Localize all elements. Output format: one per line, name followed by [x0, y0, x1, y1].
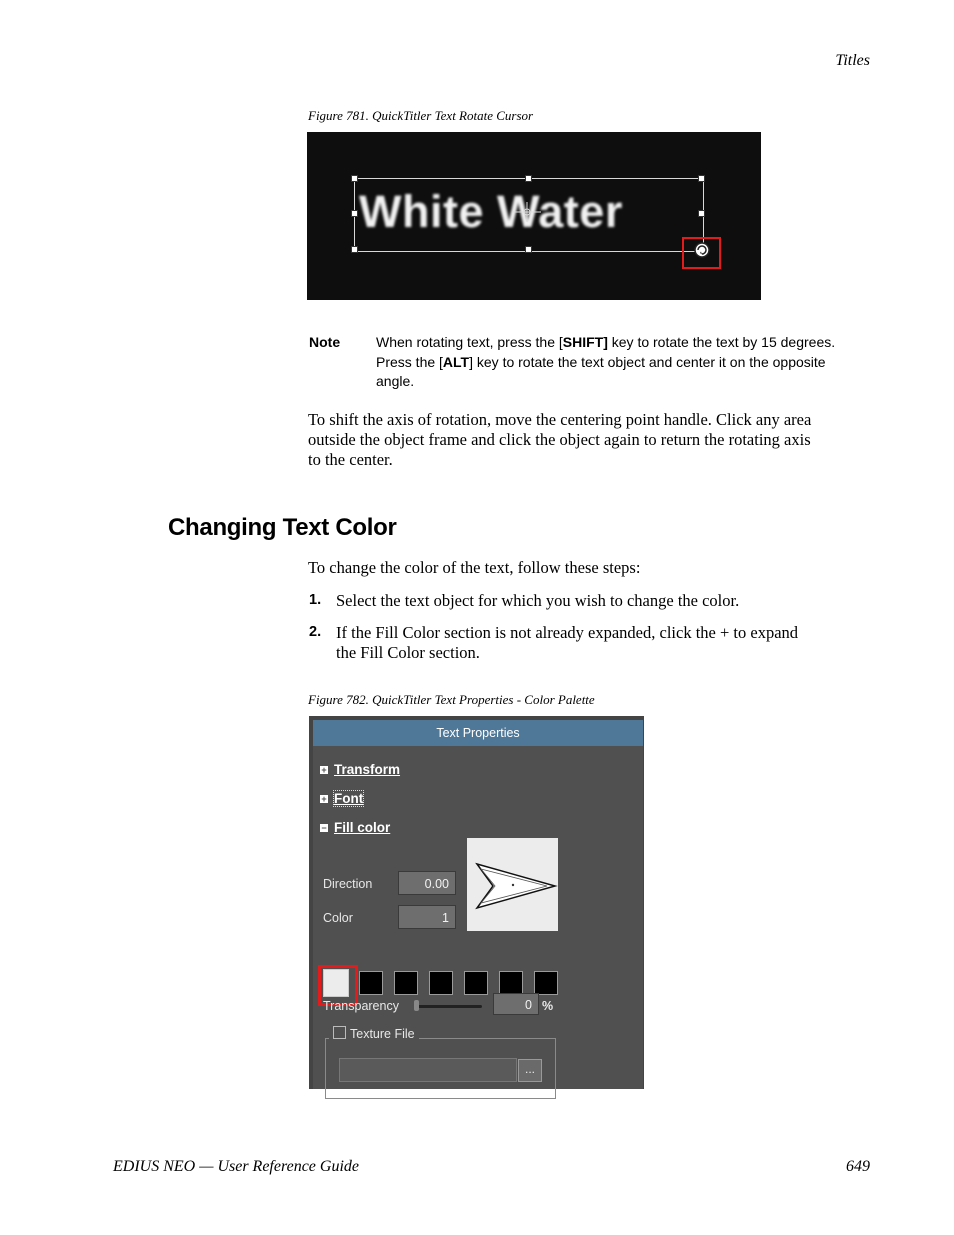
figure-781-image — [307, 132, 761, 300]
direction-arrow-icon — [467, 838, 558, 931]
texture-checkbox-row[interactable]: Texture File — [329, 1026, 419, 1041]
frame-handle — [351, 246, 358, 253]
note-text: When rotating text, press the [SHIFT] key to rotate the text by 15 degrees. Press the [ALT] key to rotate the text object and center it on the opposite angle. — [376, 334, 836, 389]
texture-path-field[interactable] — [339, 1058, 517, 1082]
color-swatch[interactable] — [394, 971, 418, 995]
transparency-field[interactable]: 0 — [493, 993, 539, 1015]
color-swatch[interactable] — [534, 971, 558, 995]
frame-handle — [351, 210, 358, 217]
percent-unit: % — [542, 999, 554, 1013]
color-count-field[interactable]: 1 — [398, 905, 456, 929]
steps-intro: To change the color of the text, follow these steps: — [308, 558, 641, 577]
panel-body — [313, 746, 643, 1089]
frame-handle — [351, 175, 358, 182]
panel-title: Text Properties — [313, 720, 643, 746]
direction-label: Direction — [323, 877, 373, 891]
color-swatch[interactable] — [359, 971, 383, 995]
expand-icon[interactable]: + — [321, 794, 327, 804]
expand-icon[interactable]: + — [321, 765, 327, 775]
color-label: Color — [323, 911, 353, 925]
text-properties-panel — [309, 716, 644, 1089]
color-swatch[interactable] — [429, 971, 453, 995]
texture-checkbox[interactable] — [333, 1026, 346, 1039]
section-heading: Changing Text Color — [168, 514, 397, 541]
step-text: Select the text object for which you wish to change the color. — [336, 591, 740, 610]
rotate-cursor-highlight — [682, 237, 721, 269]
page-number: 649 — [846, 1158, 870, 1175]
center-point-icon — [513, 202, 541, 222]
note-label: Note — [309, 334, 341, 350]
transparency-label: Transparency — [323, 999, 399, 1013]
color-swatch[interactable] — [464, 971, 488, 995]
transparency-slider[interactable] — [414, 1005, 482, 1008]
section-transform[interactable]: + Transform — [321, 762, 401, 777]
frame-handle — [698, 210, 705, 217]
collapse-icon[interactable]: − — [321, 823, 327, 833]
section-font[interactable]: + Font — [321, 791, 364, 806]
frame-handle — [525, 246, 532, 253]
step-number: 2. — [309, 624, 322, 640]
section-fill-color[interactable]: − Fill color — [321, 820, 391, 835]
figure-781-caption: Figure 781. QuickTitler Text Rotate Cursor — [308, 108, 534, 123]
rotation-axis-paragraph: To shift the axis of rotation, move the centering point handle. Click any area outside the object frame and click the object again to return the rotating axis to the center. — [308, 410, 812, 469]
direction-field[interactable]: 0.00 — [398, 871, 456, 895]
step-number: 1. — [309, 592, 322, 608]
slider-thumb[interactable] — [414, 1000, 419, 1011]
browse-button[interactable]: ... — [518, 1059, 542, 1082]
frame-handle — [698, 175, 705, 182]
frame-handle — [525, 175, 532, 182]
color-swatch[interactable] — [499, 971, 523, 995]
footer-title: EDIUS NEO — User Reference Guide — [113, 1158, 360, 1175]
gradient-direction-preview[interactable] — [467, 838, 558, 931]
step-text: If the Fill Color section is not already expanded, click the + to expand the Fill Color section. — [336, 623, 799, 662]
figure-782-caption: Figure 782. QuickTitler Text Properties - Color Palette — [308, 692, 595, 707]
sample-text: White Water — [359, 186, 623, 237]
running-header: Titles — [835, 52, 870, 69]
